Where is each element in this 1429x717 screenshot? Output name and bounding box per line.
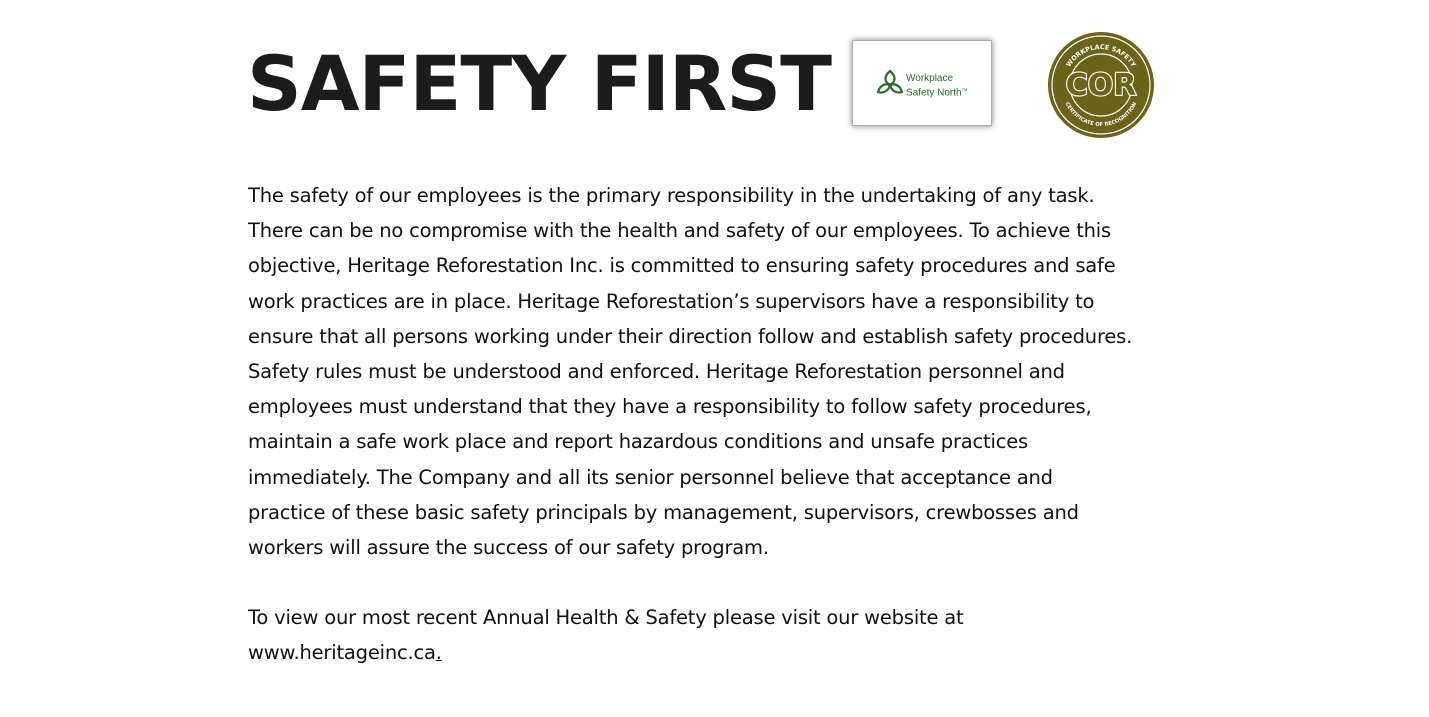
paragraph-line: workers will assure the success of our safety program. bbox=[248, 536, 769, 560]
wsn-tm: TM bbox=[961, 87, 968, 92]
website-link[interactable]: www.heritageinc.ca bbox=[248, 641, 436, 665]
safety-paragraph bbox=[248, 178, 1188, 565]
website-line bbox=[248, 635, 1188, 670]
page-title: SAFETY FIRST bbox=[247, 39, 832, 128]
paragraph-line: work practices are in place. Heritage Reforestation’s supervisors have a responsibility to bbox=[248, 289, 1095, 313]
cor-bottom-text: CERTIFICATE OF RECOGNITION bbox=[1063, 101, 1139, 129]
workplace-safety-north-logo bbox=[852, 40, 992, 126]
wsn-logo-text bbox=[906, 73, 967, 98]
paragraph-line: maintain a safe work place and report hazardous conditions and unsafe practices bbox=[248, 430, 1028, 454]
paragraph-line: ensure that all persons working under their direction follow and establish safety procedures. bbox=[248, 324, 1133, 348]
website-intro-text: To view our most recent Annual Health & Safety please visit our website at bbox=[248, 606, 964, 630]
safety-statement bbox=[248, 178, 1188, 671]
paragraph-line: employees must understand that they have a responsibility to follow safety procedures, bbox=[248, 395, 1092, 419]
wsn-line1: Workplace bbox=[906, 73, 954, 84]
wsn-line2 bbox=[906, 84, 967, 98]
link-trailing-dot: . bbox=[435, 641, 442, 665]
paragraph-line: practice of these basic safety principals by management, supervisors, crewbosses and bbox=[248, 500, 1079, 524]
cor-seal-logo bbox=[1046, 30, 1156, 140]
cor-top-text: WORKPLACE SAFETY bbox=[1064, 42, 1138, 69]
paragraph-line: immediately. The Company and all its senior personnel believe that acceptance and bbox=[248, 465, 1053, 489]
paragraph-line: The safety of our employees is the primary responsibility in the undertaking of any task. bbox=[248, 184, 1095, 207]
website-paragraph bbox=[248, 600, 1188, 670]
trillium-icon bbox=[873, 67, 907, 101]
paragraph-line: Safety rules must be understood and enforced. Heritage Reforestation personnel and bbox=[248, 360, 1065, 384]
cor-center-text: COR bbox=[1065, 68, 1137, 103]
paragraph-line: There can be no compromise with the health and safety of our employees. To achieve this bbox=[248, 219, 1111, 243]
paragraph-line: objective, Heritage Reforestation Inc. is committed to ensuring safety procedures and safe bbox=[248, 254, 1116, 278]
wsn-line2-text: Safety North bbox=[906, 87, 962, 99]
